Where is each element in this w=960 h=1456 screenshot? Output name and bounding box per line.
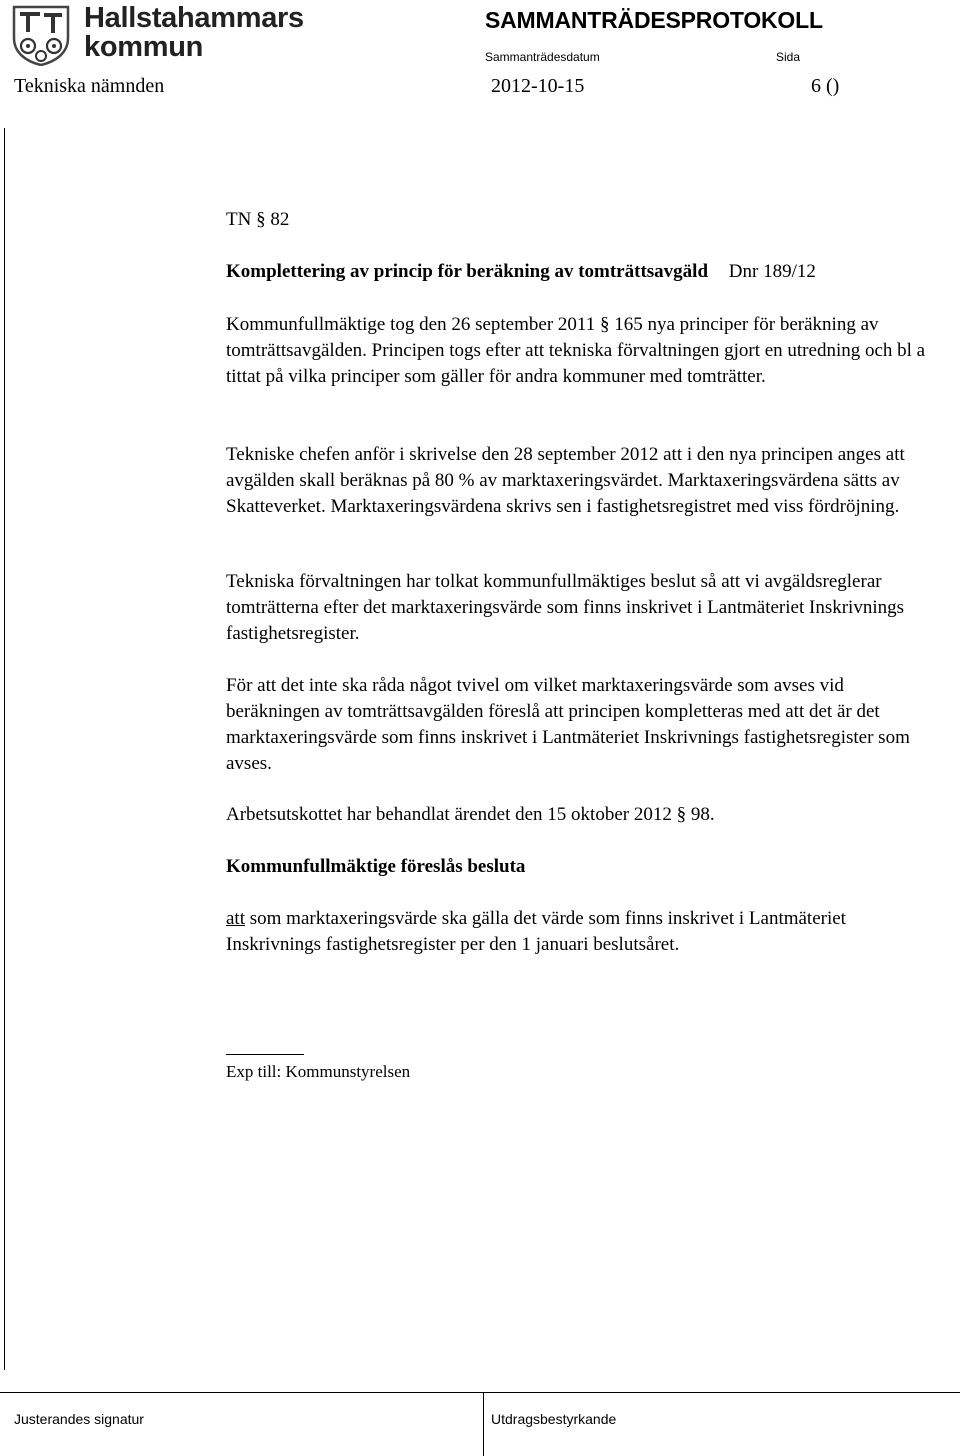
case-heading-row bbox=[226, 259, 942, 285]
paragraph-5: Arbetsutskottet har behandlat ärendet den 15 oktober 2012 § 98. bbox=[226, 804, 715, 825]
signature-label: Justerandes signatur bbox=[14, 1411, 144, 1427]
decision-keyword: att bbox=[226, 908, 245, 929]
proposal-heading: Kommunfullmäktige föreslås besluta bbox=[226, 856, 526, 877]
document-type-title: SAMMANTRÄDESPROTOKOLL bbox=[485, 7, 823, 33]
page-label: Sida bbox=[776, 50, 801, 64]
expedition-rule bbox=[226, 1054, 304, 1055]
footer-column-divider bbox=[483, 1392, 484, 1456]
meeting-date: 2012-10-15 bbox=[491, 75, 585, 97]
left-margin-line bbox=[4, 128, 5, 1370]
logo-line-1: Hallstahammars bbox=[84, 2, 304, 34]
case-number: TN § 82 bbox=[226, 209, 290, 230]
logo-text bbox=[84, 4, 304, 62]
paragraph-1: Kommunfullmäktige tog den 26 september 2011 § 165 nya principer för beräkning av tomträttsavgälden. Principen togs efter att tekniska förvaltningen gjort en utredning och bl a tittat på vilka principer som gäller för andra kommuner med tomträtter. bbox=[226, 314, 926, 387]
decision-paragraph bbox=[226, 906, 942, 958]
coat-of-arms-icon bbox=[10, 4, 72, 66]
certification-label: Utdragsbestyrkande bbox=[491, 1411, 617, 1427]
municipality-logo bbox=[10, 2, 304, 66]
paragraph-4: För att det inte ska råda något tvivel om vilket marktaxeringsvärde som avses vid beräkningen av tomträttsavgälden föreslå att principen kompletteras med att det är det marktaxeringsvärde som finns inskrivet i Lantmäteriet Inskrivnings fastighetsregister som avses. bbox=[226, 675, 910, 774]
decision-text: som marktaxeringsvärde ska gälla det värde som finns inskrivet i Lantmäteriet Inskrivnings fastighetsregister per den 1 januari beslutsåret. bbox=[226, 908, 846, 955]
case-heading: Komplettering av princip för beräkning av tomträttsavgäld bbox=[226, 261, 709, 282]
committee-name: Tekniska nämnden bbox=[14, 75, 165, 97]
paragraph-2: Tekniske chefen anför i skrivelse den 28 september 2012 att i den nya principen anges att avgälden skall beräknas på 80 % av marktaxeringsvärdet. Marktaxeringsvärdena sätts av Skatteverket. Marktaxeringsvärdena skrivs sen i fastighetsregistret med viss fördröjning. bbox=[226, 444, 905, 517]
logo-line-2: kommun bbox=[84, 31, 204, 63]
date-label: Sammanträdesdatum bbox=[485, 50, 600, 64]
page-number: 6 () bbox=[811, 75, 840, 97]
footer-divider bbox=[0, 1392, 960, 1393]
paragraph-3: Tekniska förvaltningen har tolkat kommunfullmäktiges beslut så att vi avgäldsreglerar tomträtterna efter det marktaxeringsvärde som finns inskrivet i Lantmäteriet Inskrivnings fastighetsregister. bbox=[226, 571, 904, 644]
diary-number: Dnr 189/12 bbox=[728, 261, 816, 282]
expedition-note: Exp till: Kommunstyrelsen bbox=[226, 1062, 411, 1081]
